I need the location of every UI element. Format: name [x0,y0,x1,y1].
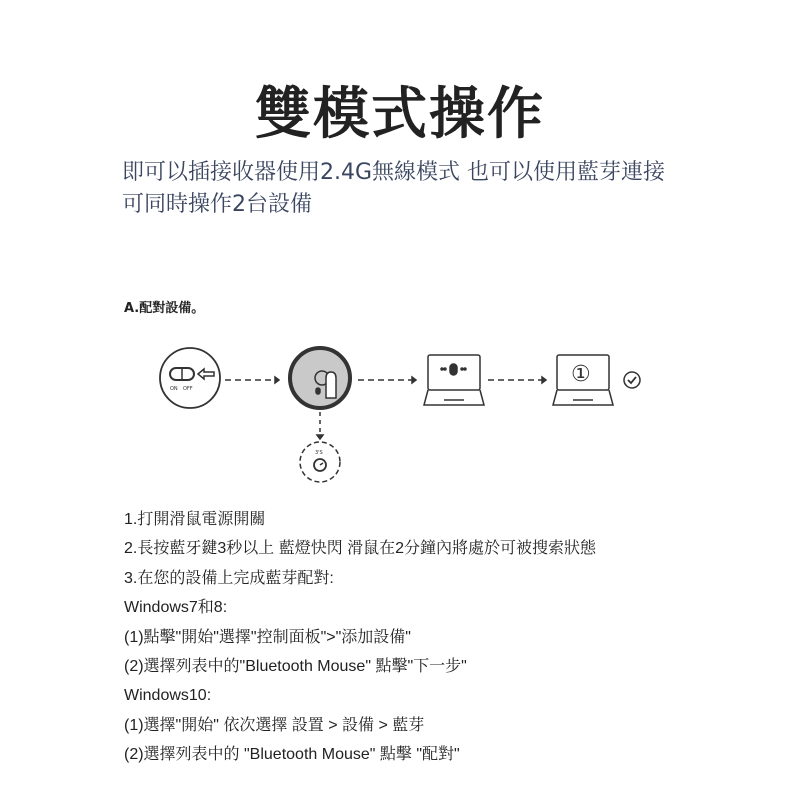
step-line: (1)點擊"開始"選擇"控制面板">"添加設備" [124,628,411,646]
subtitle-line-1: 即可以插接收器使用2.4G無線模式 也可以使用藍芽連接 [122,160,666,185]
switch-off-label: OFF [183,386,193,392]
section-label: A.配對設備。 [124,301,205,316]
subtitle-line-2: 可同時操作2台設備 [122,192,312,217]
step-line: (2)選擇列表中的 "Bluetooth Mouse" 點擊 "配對" [124,746,460,764]
pairing-diagram [150,340,650,490]
step-line: (1)選擇"開始" 依次選擇 設置 > 設備 > 藍芽 [124,716,425,734]
check-circle-icon [624,372,640,388]
switch-on-label: ON [170,386,178,392]
timer-icon [300,442,340,482]
step-line: 1.打開滑鼠電源開關 [124,511,266,528]
step-line: Windows10: [124,687,212,705]
step-line: 2.長按藍牙鍵3秒以上 藍燈快閃 滑鼠在2分鐘內將處於可被搜索狀態 [124,540,597,558]
laptop-paired-icon [553,355,613,405]
device-number: ① [571,362,591,387]
timer-label: 3'S [315,450,323,456]
step-line: 3.在您的設備上完成藍芽配對: [124,569,334,587]
bluetooth-button-press-icon [290,348,350,408]
instruction-list [124,508,596,773]
page-title: 雙模式操作 [255,82,545,147]
step-line: (2)選擇列表中的"Bluetooth Mouse" 點擊"下一步" [124,657,467,675]
laptop-bluetooth-icon [424,355,484,405]
step-line: Windows7和8: [124,599,228,617]
power-switch-icon [160,348,220,408]
